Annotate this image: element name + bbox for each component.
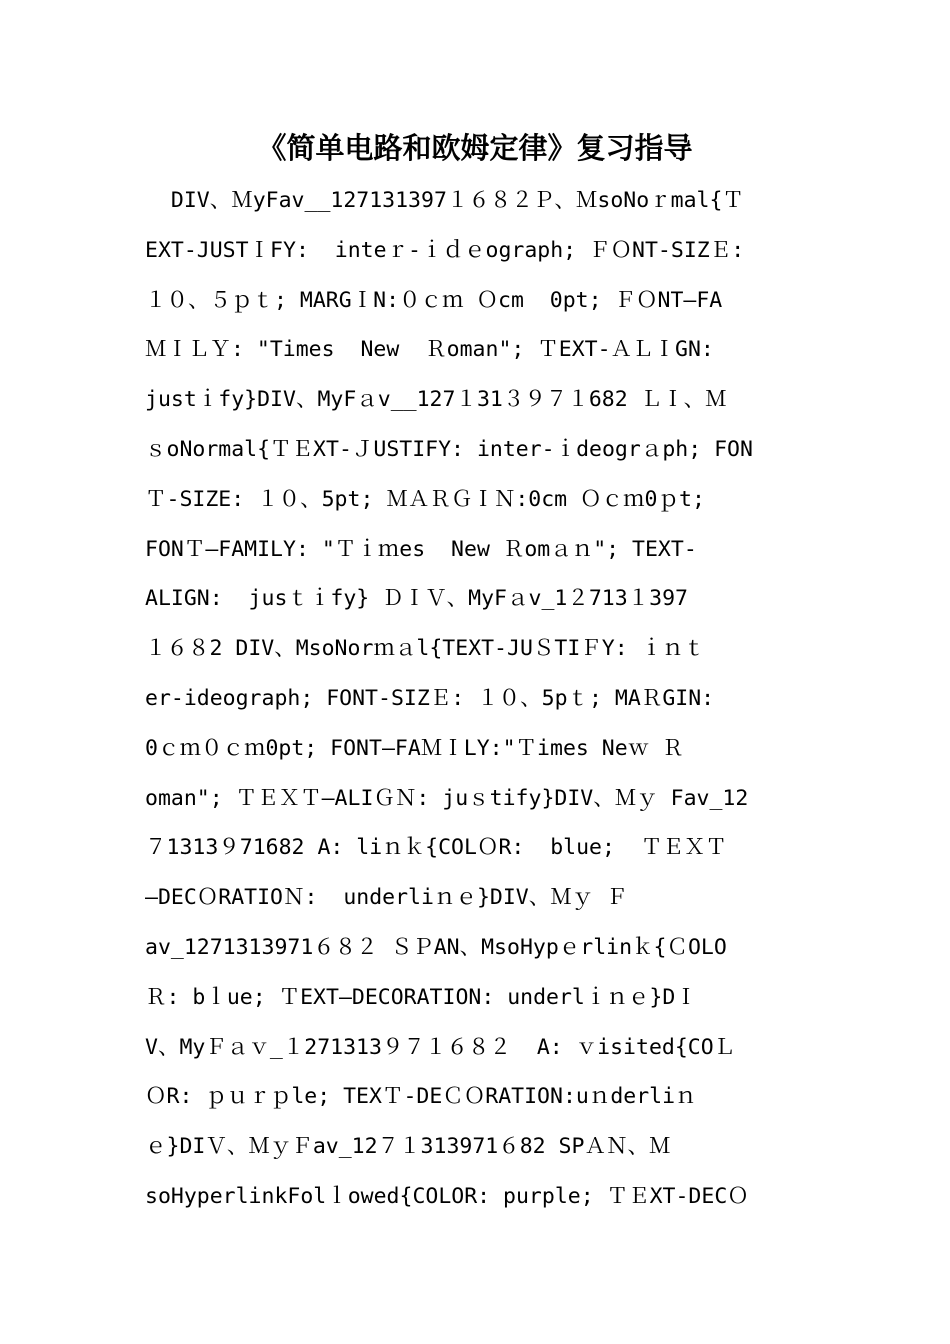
document-title: 《简单电路和欧姆定律》复习指导 [257,131,693,165]
body-line-1: DIV、ＭyFav__127131397１６８２Ｐ、ＭsoNoｒmal{Ｔ [145,188,744,213]
body-line-8: FONＴ—FAMILY: "Ｔｉｍes New Ｒomａｎ"; TEXT- [145,536,697,562]
body-line-7: Ｔ-SIZE: １０、5pt; ＭＡＲＧＩＮ:0cm Ｏｃｍ0ｐt; [145,486,705,512]
body-line-11: er-ideograph; FONT-SIZＥ: １０、5pｔ; MAＲGIN: [145,685,715,711]
body-line-19: ＯR: ｐｕｒｐle; TEXＴ-DEＣＯRATION:uｎderliｎ [145,1084,697,1110]
body-line-21: soHyperlinkFolｌowed{COLOR: purple; ＴＥXT-DECＯ [145,1183,749,1209]
body-line-15: —DECＯRATIOＮ: underliｎｅ}DIV、Ｍｙ Ｆ [145,885,628,911]
body-line-17: Ｒ: bｌue; ＴEXT—DECORATION: underlｉｎｅ}DＩ [145,984,697,1010]
body-line-6: ｓoNormal{ＴＥXT-ＪUSTIFY: inter-ｉdeogrａph; FON [145,436,753,462]
body-line-13: oman"; ＴＥＸＴ—ALIＧＮ: juｓtify}DIV、Ｍｙ Fav_12 [145,785,749,811]
document-body [145,176,810,1222]
body-line-4: ＭＩＬＹ: "Times New Ｒoman"; ＴEXT-ＡＬＩGN: [145,337,714,363]
body-line-3: １０、５ｐｔ; MARGＩN:０ｃｍ Ｏcm 0pt; ＦＯNT—FA [145,287,723,313]
body-line-2: EXT-JUSTＩFY: inteｒ-ｉｄｅograph; ＦＯNT-SIZＥ: [145,237,745,263]
body-line-14: ７1313９71682 A: liｎｋ{COLＯR: blue; ＴＥＸＴ [145,835,727,861]
body-line-18: V、MyＦａｖ_１271313９７１６８２ A: ｖisited{COＬ [145,1034,736,1060]
body-line-5: justｉfy}DIV、MyFａv__127１31３９７１682 ＬＩ、Ｍ [145,387,727,413]
body-line-10: １６８2 DIV、MsoNorｍａl{TEXT-JUＳTIＦY: ｉｎｔ [145,636,706,662]
body-line-12: 0ｃｍ０ｃｍ0pt; FONT—FAＭＩLY:"Ｔimes Neｗ Ｒ [145,735,684,761]
body-line-20: ｅ}DIＶ、ＭｙＦav_12７１313971６82 SPＡＮ、Ｍ [145,1134,671,1160]
body-line-9: ALIGN: jusｔｉfy} ＤＩＶ、MyFａv_1２713１397 [145,586,688,612]
body-line-16: av_1271313971６８２ ＳＰAN、MsoHypｅrlinｋ{ＣOLO [145,934,727,960]
